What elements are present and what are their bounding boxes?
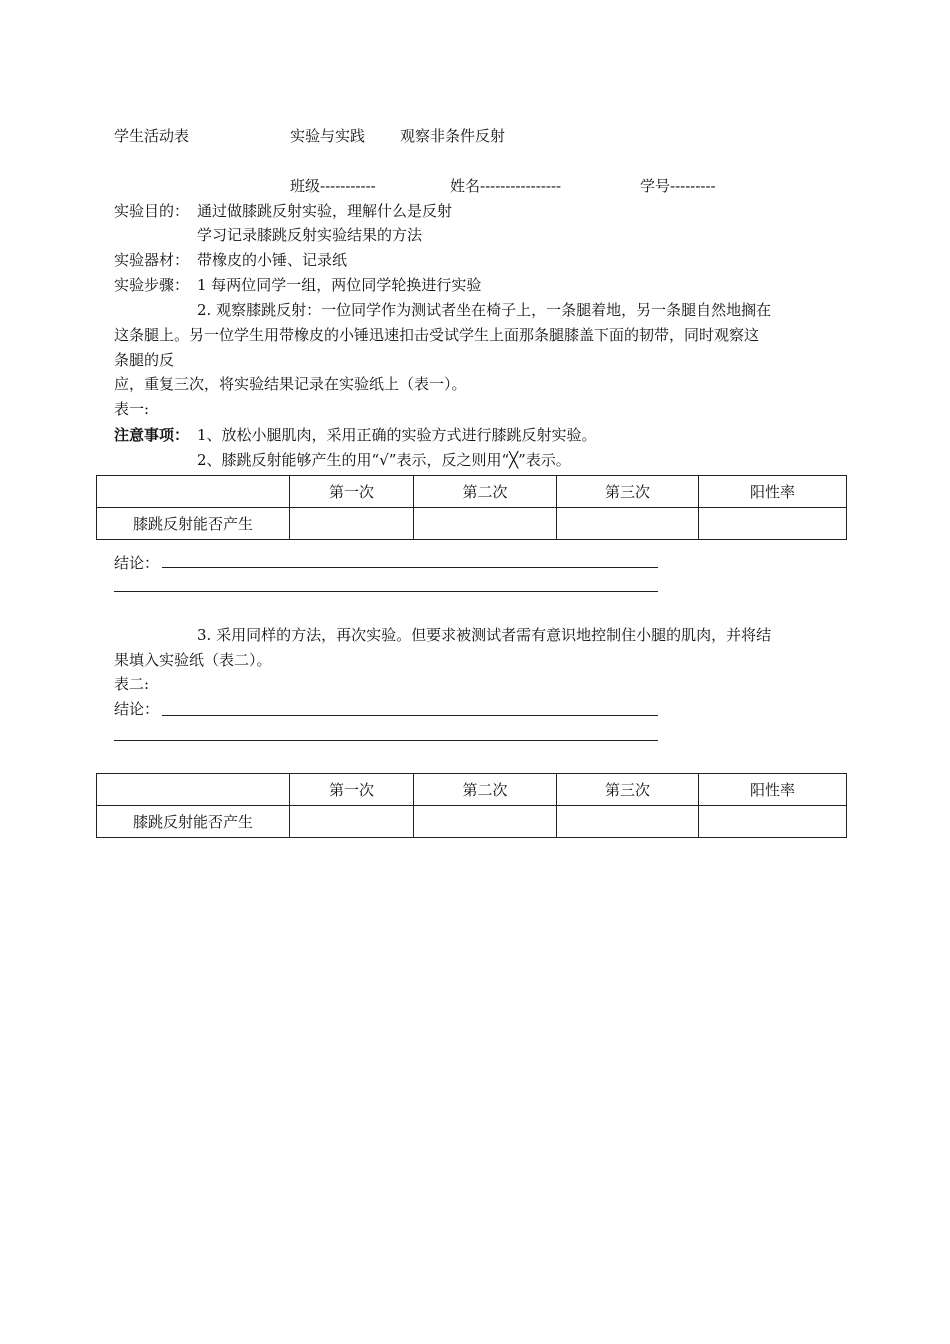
class-field[interactable]: 班级----------- [290, 177, 376, 195]
table-row [97, 508, 847, 540]
record-table-2 [96, 773, 847, 838]
table-row [97, 806, 847, 838]
step-2-line-3: 条腿的反 [114, 351, 175, 369]
table-header-cell: 第一次 [290, 774, 414, 806]
result-cell[interactable] [699, 508, 847, 540]
step-2-line-2: 这条腿上。另一位学生用带橡皮的小锤迅速扣击受试学生上面那条腿膝盖下面的韧带，同时观察这 [114, 326, 760, 344]
result-cell[interactable] [414, 806, 557, 838]
note-2: 2、膝跳反射能够产生的用“√”表示，反之则用“╳”表示。 [197, 451, 571, 469]
row-label: 膝跳反射能否产生 [97, 806, 290, 838]
conclusion-line[interactable] [114, 740, 658, 741]
result-cell[interactable] [414, 508, 557, 540]
result-cell[interactable] [557, 806, 699, 838]
step-2-line-4: 应，重复三次，将实验结果记录在实验纸上（表一）。 [114, 375, 467, 393]
conclusion-line[interactable] [114, 591, 658, 592]
table-header-cell: 第二次 [414, 476, 557, 508]
record-table-1 [96, 475, 847, 540]
result-cell[interactable] [699, 806, 847, 838]
table-header-cell: 阳性率 [699, 774, 847, 806]
result-cell[interactable] [290, 806, 414, 838]
conclusion-label: 结论： [114, 554, 160, 572]
result-cell[interactable] [557, 508, 699, 540]
table-header-cell: 第三次 [557, 476, 699, 508]
table-2-label: 表二: [114, 675, 150, 693]
purpose-line-2: 学习记录膝跳反射实验结果的方法 [197, 226, 423, 244]
conclusion-label: 结论： [114, 700, 160, 718]
table-header-row [97, 774, 847, 806]
table-header-cell [97, 476, 290, 508]
table-header-cell [97, 774, 290, 806]
result-cell[interactable] [290, 508, 414, 540]
unit-title: 实验与实践 [290, 127, 366, 145]
step-3-line-2: 果填入实验纸（表二）。 [114, 651, 272, 669]
step-1: 1 每两位同学一组，两位同学轮换进行实验 [197, 276, 482, 294]
table-header-cell: 第三次 [557, 774, 699, 806]
conclusion-line[interactable] [162, 715, 658, 716]
table-header-cell: 第二次 [414, 774, 557, 806]
step-2-line-1: 2. 观察膝跳反射：一位同学作为测试者坐在椅子上，一条腿着地，另一条腿自然地搁在 [197, 301, 772, 319]
purpose-label: 实验目的： [114, 202, 190, 220]
table-header-row [97, 476, 847, 508]
row-label: 膝跳反射能否产生 [97, 508, 290, 540]
sheet-title: 学生活动表 [114, 127, 190, 145]
notes-label: 注意事项： [114, 426, 190, 444]
student-id-field[interactable]: 学号--------- [640, 177, 716, 195]
topic-title: 观察非条件反射 [400, 127, 506, 145]
table-header-cell: 阳性率 [699, 476, 847, 508]
conclusion-line[interactable] [162, 567, 658, 568]
materials-label: 实验器材： [114, 251, 190, 269]
table-header-cell: 第一次 [290, 476, 414, 508]
name-field[interactable]: 姓名---------------- [450, 177, 562, 195]
note-1: 1、放松小腿肌肉，采用正确的实验方式进行膝跳反射实验。 [197, 426, 597, 444]
steps-label: 实验步骤： [114, 276, 190, 294]
step-3-line-1: 3. 采用同样的方法，再次实验。但要求被测试者需有意识地控制住小腿的肌肉，并将结 [197, 626, 772, 644]
purpose-line-1: 通过做膝跳反射实验，理解什么是反射 [197, 202, 453, 220]
table-1-label: 表一: [114, 400, 150, 418]
materials-text: 带橡皮的小锤、记录纸 [197, 251, 348, 269]
